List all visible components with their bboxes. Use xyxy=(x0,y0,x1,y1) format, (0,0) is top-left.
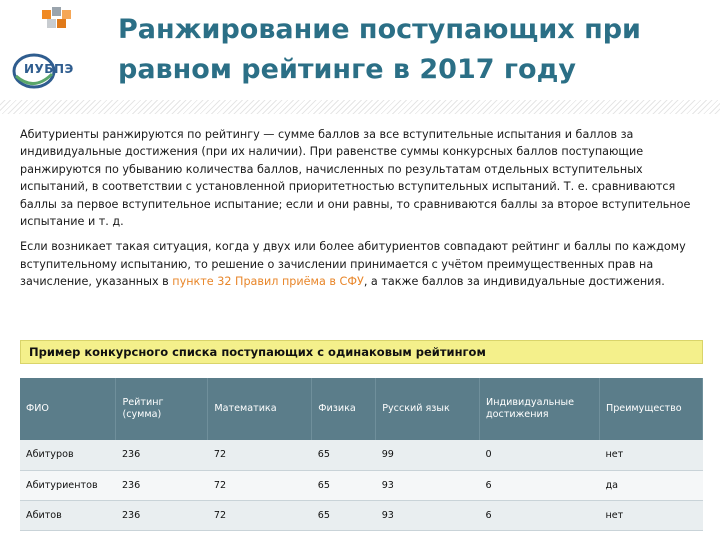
column-header-russian: Русский язык xyxy=(376,378,480,440)
body-text xyxy=(20,126,700,291)
column-header-math: Математика xyxy=(208,378,312,440)
iubpe-logo-name: ИУБПЭ xyxy=(24,62,74,76)
table-row xyxy=(20,500,703,530)
table-header-row xyxy=(20,378,703,440)
sfu-cubes-icon xyxy=(40,6,72,30)
column-header-rating: Рейтинг (сумма) xyxy=(116,378,208,440)
cell-advantage: нет xyxy=(599,500,702,530)
cell-name: Абитуриентов xyxy=(20,470,116,500)
cell-physics: 65 xyxy=(312,440,376,470)
paragraph-tie-break xyxy=(20,238,700,290)
column-header-physics: Физика xyxy=(312,378,376,440)
cell-math: 72 xyxy=(208,470,312,500)
cell-advantage: да xyxy=(599,470,702,500)
admission-rules-link[interactable]: пункте 32 Правил приёма в СФУ xyxy=(172,275,364,289)
cell-name: Абитуров xyxy=(20,440,116,470)
cell-rating: 236 xyxy=(116,440,208,470)
example-banner: Пример конкурсного списка поступающих с одинаковым рейтингом xyxy=(20,340,703,364)
column-header-achievements: Индивидуальные достижения xyxy=(480,378,600,440)
table-row xyxy=(20,440,703,470)
cell-physics: 65 xyxy=(312,470,376,500)
slide-header xyxy=(0,0,720,108)
cell-name: Абитов xyxy=(20,500,116,530)
iubpe-logo xyxy=(12,50,112,94)
cell-russian: 93 xyxy=(376,470,480,500)
page-title: Ранжирование поступающих при равном рейтинге в 2017 году xyxy=(118,14,641,85)
cell-russian: 93 xyxy=(376,500,480,530)
cell-math: 72 xyxy=(208,440,312,470)
paragraph-tie-break-tail: , а также баллов за индивидуальные достижения. xyxy=(363,275,665,289)
cell-advantage: нет xyxy=(599,440,702,470)
paragraph-tie-break-text: Если возникает такая ситуация, когда у двух или более абитуриентов совпадают рейтинг и баллы по каждому вступительному испытанию, то решение о зачислении принимается с учётом преимущественных прав на зачисление, указанных в xyxy=(20,240,686,289)
cell-physics: 65 xyxy=(312,500,376,530)
cell-rating: 236 xyxy=(116,500,208,530)
cell-russian: 99 xyxy=(376,440,480,470)
ranking-table xyxy=(20,378,703,531)
header-divider xyxy=(0,100,720,114)
cell-rating: 236 xyxy=(116,470,208,500)
sfu-logo xyxy=(22,6,92,46)
column-header-advantage: Преимущество xyxy=(599,378,702,440)
table-row xyxy=(20,470,703,500)
column-header-name: ФИО xyxy=(20,378,116,440)
cell-achievements: 6 xyxy=(480,470,600,500)
cell-achievements: 0 xyxy=(480,440,600,470)
paragraph-ranking-rules: Абитуриенты ранжируются по рейтингу — сумме баллов за все вступительные испытания и баллов за индивидуальные достижения (при их наличии). При равенстве суммы конкурсных баллов поступающие ранжируются по убыванию количества баллов, начисленных по результатам отдельных вступительных испытаний, в соответствии с установленной приоритетностью вступительных испытаний. Т. е. сравниваются баллы за первое вступительное испытание; если и они равны, то сравниваются баллы за второе вступительное испытание и т. д. xyxy=(20,128,691,229)
cell-achievements: 6 xyxy=(480,500,600,530)
cell-math: 72 xyxy=(208,500,312,530)
